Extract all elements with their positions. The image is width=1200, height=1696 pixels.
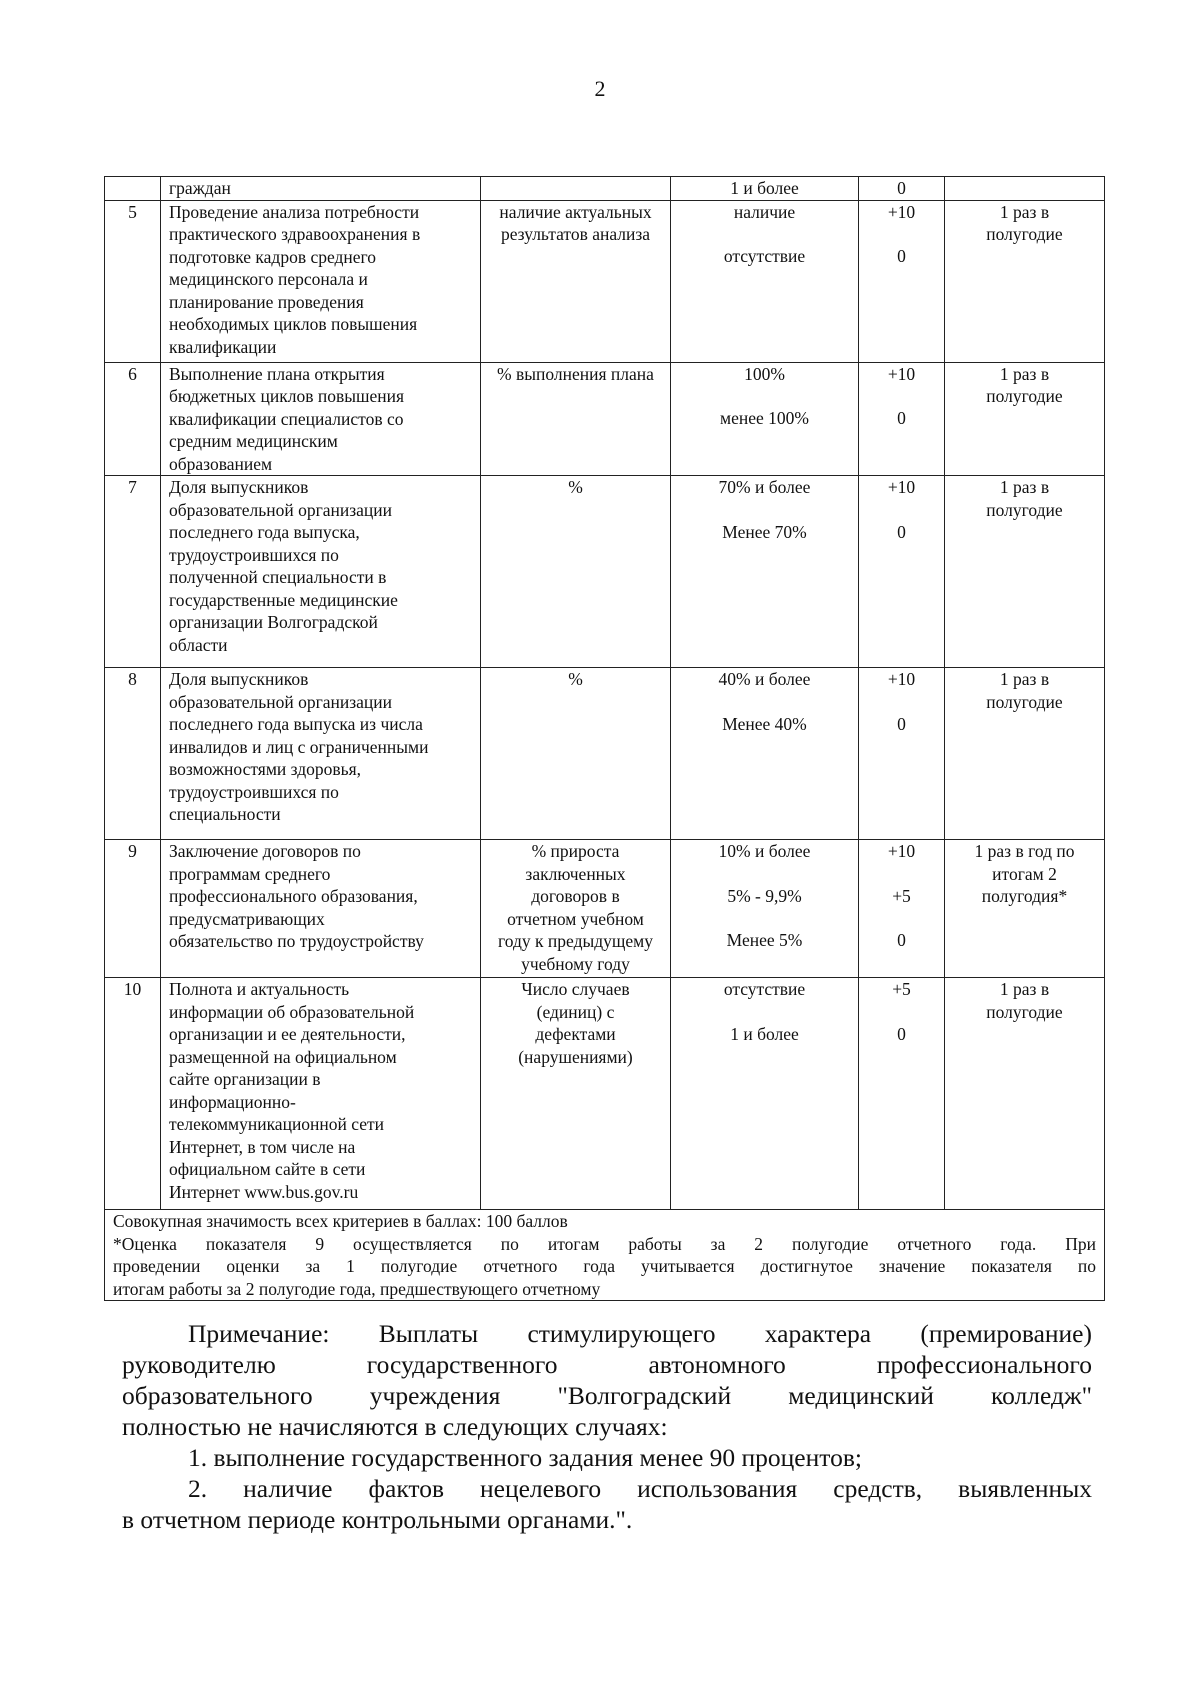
cell-points <box>859 840 945 978</box>
cell-indicator <box>481 362 671 476</box>
period-line: итогам 2 <box>992 863 1057 884</box>
cell-points: 0 <box>859 177 945 201</box>
period-line: 1 раз в <box>999 363 1050 384</box>
points-line: +5 <box>892 885 911 906</box>
points-line: 0 <box>897 713 906 734</box>
cell-num: 6 <box>105 362 161 476</box>
period-line: полугодие <box>986 499 1063 520</box>
cell-num: 8 <box>105 668 161 840</box>
cell-points <box>859 978 945 1210</box>
value-line: 10% и более <box>718 841 811 861</box>
name-line: информационно- <box>169 1091 296 1112</box>
indicator-line: дефектами <box>535 1024 616 1044</box>
cell-value <box>671 200 859 362</box>
table-row-5 <box>105 200 1105 362</box>
note-item-2 <box>122 1473 1092 1535</box>
period-line: 1 раз в <box>999 477 1050 497</box>
points-line: 0 <box>897 1023 906 1044</box>
name-line: медицинского персонала и <box>169 269 368 289</box>
indicator-line: заключенных <box>525 863 626 884</box>
points-line: 0 <box>897 521 906 542</box>
name-line: специальности <box>169 804 281 824</box>
name-line: предусматривающих <box>169 908 325 929</box>
cell-num: 5 <box>105 200 161 362</box>
value-line: Менее 40% <box>722 713 807 734</box>
indicator-line: % выполнения плана <box>497 363 654 384</box>
cell-indicator <box>481 200 671 362</box>
name-line: Заключение договоров по <box>169 841 361 861</box>
footnote-line: проведении оценки за 1 полугодие отчетного года учитывается достигнутое значение показателя по <box>113 1256 1096 1276</box>
points-line: 0 <box>897 930 906 950</box>
value-line: 100% <box>744 363 785 384</box>
cell-period <box>945 200 1105 362</box>
cell-indicator <box>481 476 671 668</box>
cell-points <box>859 476 945 668</box>
points-line: 0 <box>897 408 906 428</box>
name-line: организации Волгоградской <box>169 612 378 632</box>
criteria-table <box>104 176 1105 1301</box>
cell-value <box>671 668 859 840</box>
table-summary-row <box>105 1210 1105 1301</box>
cell-indicator <box>481 978 671 1210</box>
value-line: Менее 5% <box>726 930 803 950</box>
name-line: необходимых циклов повышения <box>169 314 418 334</box>
indicator-line: % <box>568 477 583 497</box>
cell-criterion-name <box>161 362 481 476</box>
note-line: 2. наличие фактов нецелевого использования средств, выявленных <box>188 1474 1092 1503</box>
period-line: полугодие <box>986 224 1063 244</box>
indicator-line: % прироста <box>531 841 620 861</box>
value-line: наличие <box>733 201 796 222</box>
name-line: средним медицинским <box>169 431 338 451</box>
value-line: отсутствие <box>723 979 806 999</box>
indicator-line: договоров в <box>531 886 620 906</box>
name-line: официальном сайте в сети <box>169 1159 366 1179</box>
footnote-line: итогам работы за 2 полугодие года, предшествующего отчетному <box>113 1278 601 1299</box>
period-line: полугодие <box>986 1001 1063 1022</box>
value-line: 1 и более <box>730 1023 799 1044</box>
cell-num <box>105 177 161 201</box>
name-line: квалификации <box>169 336 277 357</box>
period-line: полугодие <box>986 386 1063 406</box>
indicator-line: (единиц) с <box>536 1001 615 1022</box>
note-section <box>122 1318 1092 1535</box>
name-line: сайте организации в <box>169 1069 321 1089</box>
name-line: размещенной на официальном <box>169 1046 397 1067</box>
cell-period <box>945 476 1105 668</box>
cell-criterion-name: граждан <box>161 177 481 201</box>
points-line: +10 <box>887 669 916 689</box>
cell-criterion-name <box>161 476 481 668</box>
value-line: 40% и более <box>718 669 811 689</box>
cell-criterion-name <box>161 200 481 362</box>
name-line: трудоустроившихся по <box>169 781 339 802</box>
cell-indicator <box>481 668 671 840</box>
name-line: Доля выпускников <box>169 669 309 689</box>
cell-period <box>945 840 1105 978</box>
note-line: полностью не начисляются в следующих случаях: <box>122 1412 668 1441</box>
name-line: планирование проведения <box>169 291 364 312</box>
table-row-7 <box>105 476 1105 668</box>
note-line: в отчетном периоде контрольными органами.". <box>122 1505 633 1534</box>
value-line: отсутствие <box>723 246 806 266</box>
name-line: образовательной организации <box>169 691 393 712</box>
cell-summary <box>105 1210 1105 1301</box>
indicator-line: отчетном учебном <box>507 908 644 929</box>
indicator-line: Число случаев <box>521 979 630 999</box>
indicator-line: учебному году <box>521 953 630 974</box>
note-line: 1. выполнение государственного задания менее 90 процентов; <box>188 1443 862 1472</box>
table-row-10 <box>105 978 1105 1210</box>
name-line: Проведение анализа потребности <box>169 201 420 222</box>
name-line: информации об образовательной <box>169 1001 415 1022</box>
value-line: Менее 70% <box>722 521 807 542</box>
indicator-line: результатов анализа <box>500 224 651 244</box>
footnote-line: *Оценка показателя 9 осуществляется по итогам работы за 2 полугодие отчетного года. При <box>113 1233 1096 1254</box>
name-line: Полнота и актуальность <box>169 979 350 999</box>
cell-num: 9 <box>105 840 161 978</box>
name-line: практического здравоохранения в <box>169 224 421 244</box>
table-row-continuation <box>105 177 1105 201</box>
name-line: обязательство по трудоустройству <box>169 931 424 951</box>
value-line: 70% и более <box>718 477 811 497</box>
cell-period <box>945 177 1105 201</box>
name-line: государственные медицинские <box>169 589 398 610</box>
name-line: возможностями здоровья, <box>169 759 362 779</box>
cell-points <box>859 362 945 476</box>
value-line: 5% - 9,9% <box>727 885 802 906</box>
cell-value: 1 и более <box>671 177 859 201</box>
cell-value <box>671 362 859 476</box>
total-score-text: Совокупная значимость всех критериев в баллах: 100 баллов <box>113 1211 568 1231</box>
cell-num: 7 <box>105 476 161 668</box>
name-line: Интернет www.bus.gov.ru <box>169 1181 359 1202</box>
name-line: образовательной организации <box>169 499 393 520</box>
cell-period <box>945 978 1105 1210</box>
points-line: +10 <box>887 477 916 497</box>
period-line: 1 раз в <box>999 669 1050 689</box>
name-line: Интернет, в том числе на <box>169 1136 356 1157</box>
cell-period <box>945 362 1105 476</box>
cell-criterion-name <box>161 840 481 978</box>
name-line: телекоммуникационной сети <box>169 1114 385 1134</box>
name-line: образованием <box>169 453 273 474</box>
points-line: +10 <box>887 841 916 861</box>
period-line: полугодие <box>986 691 1063 712</box>
indicator-line: % <box>568 669 583 689</box>
cell-points <box>859 200 945 362</box>
name-line: Доля выпускников <box>169 477 309 497</box>
period-line: 1 раз в год по <box>974 841 1075 861</box>
period-line: полугодия* <box>981 886 1068 906</box>
table-row-9 <box>105 840 1105 978</box>
period-line: 1 раз в <box>999 201 1050 222</box>
name-line: квалификации специалистов со <box>169 408 404 429</box>
points-line: +10 <box>887 201 916 222</box>
name-line: подготовке кадров среднего <box>169 246 377 267</box>
cell-value <box>671 476 859 668</box>
cell-points <box>859 668 945 840</box>
name-line: организации и ее деятельности, <box>169 1024 406 1044</box>
note-line: образовательного учреждения "Волгоградский медицинский колледж" <box>122 1381 1092 1410</box>
value-line: менее 100% <box>720 408 809 428</box>
name-line: инвалидов и лиц с ограниченными <box>169 736 429 757</box>
cell-num: 10 <box>105 978 161 1210</box>
indicator-line: (нарушениями) <box>518 1046 633 1067</box>
cell-value <box>671 978 859 1210</box>
note-line: Примечание: Выплаты стимулирующего характера (премирование) <box>188 1319 1092 1348</box>
name-line: Выполнение плана открытия <box>169 363 385 384</box>
name-line: бюджетных циклов повышения <box>169 386 405 406</box>
cell-criterion-name <box>161 978 481 1210</box>
page-number: 2 <box>594 76 606 101</box>
name-line: трудоустроившихся по <box>169 544 339 565</box>
table-row-8 <box>105 668 1105 840</box>
cell-period <box>945 668 1105 840</box>
name-line: профессионального образования, <box>169 886 418 906</box>
points-line: +10 <box>887 363 916 384</box>
name-line: области <box>169 634 228 655</box>
indicator-line: году к предыдущему <box>498 931 653 951</box>
note-item-1 <box>122 1442 1092 1473</box>
name-line: последнего года выпуска из числа <box>169 714 423 734</box>
cell-indicator <box>481 177 671 201</box>
name-line: последнего года выпуска, <box>169 522 360 542</box>
cell-criterion-name <box>161 668 481 840</box>
name-line: программам среднего <box>169 863 331 884</box>
cell-value <box>671 840 859 978</box>
note-line: руководителю государственного автономного профессионального <box>122 1350 1092 1379</box>
cell-indicator <box>481 840 671 978</box>
points-line: 0 <box>897 246 906 266</box>
points-line: +5 <box>892 979 911 999</box>
period-line: 1 раз в <box>999 979 1050 999</box>
name-line: полученной специальности в <box>169 567 387 587</box>
indicator-line: наличие актуальных <box>499 201 652 222</box>
table-row-6 <box>105 362 1105 476</box>
note-paragraph <box>122 1318 1092 1442</box>
